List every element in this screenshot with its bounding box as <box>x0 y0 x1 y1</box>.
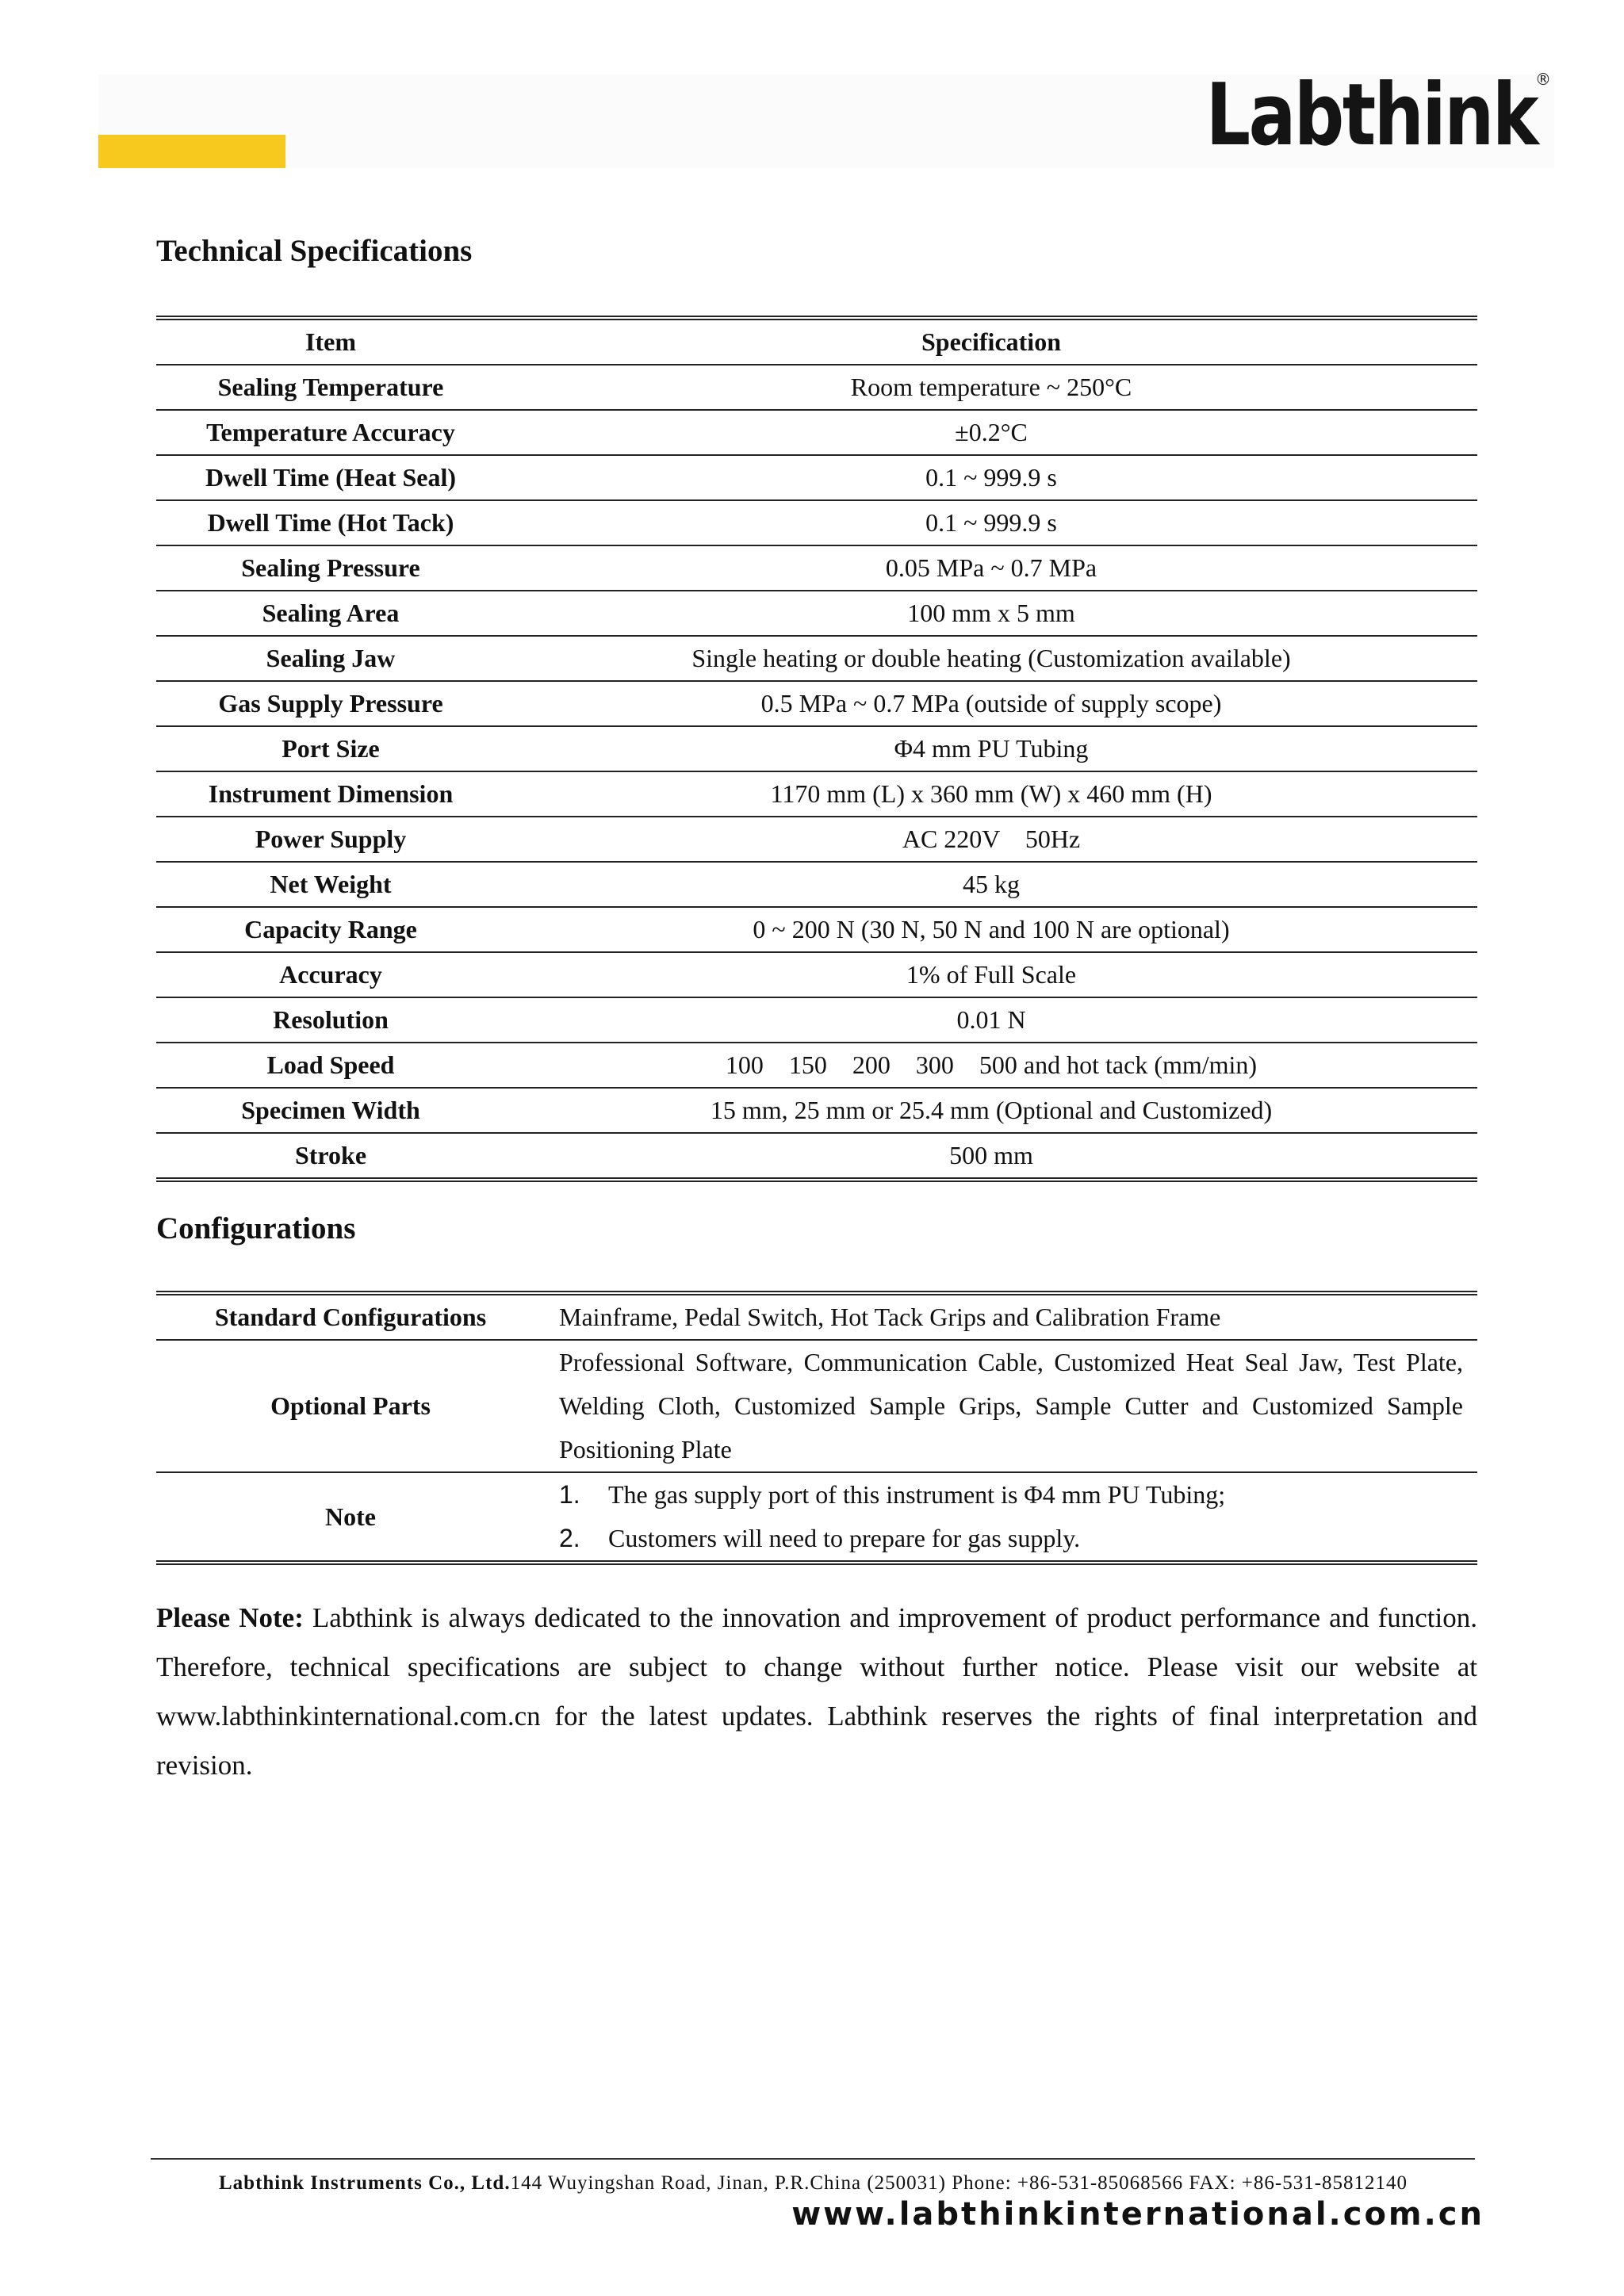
table-row <box>156 1340 1477 1472</box>
labthink-logo: Labthink <box>1205 66 1537 165</box>
spec-item-cell: Specimen Width <box>156 1088 505 1133</box>
note-item <box>559 1473 1463 1517</box>
footer-divider <box>151 2158 1475 2160</box>
spec-item-cell: Net Weight <box>156 862 505 907</box>
table-row <box>156 997 1477 1043</box>
table-row <box>156 500 1477 545</box>
spec-item-cell: Temperature Accuracy <box>156 410 505 455</box>
table-row <box>156 1133 1477 1180</box>
table-row <box>156 771 1477 817</box>
table-row <box>156 1043 1477 1088</box>
footer-contact <box>219 2172 1408 2195</box>
note-text: Customers will need to prepare for gas supply. <box>608 1524 1081 1552</box>
note-item <box>559 1517 1463 1560</box>
optional-parts-label: Optional Parts <box>156 1340 545 1472</box>
spec-value-cell: 100 150 200 300 500 and hot tack (mm/min) <box>505 1043 1477 1088</box>
spec-value-cell: Room temperature ~ 250°C <box>505 365 1477 410</box>
tech-specs-title: Technical Specifications <box>156 234 473 268</box>
table-row <box>156 862 1477 907</box>
spec-item-cell: Accuracy <box>156 952 505 997</box>
table-row <box>156 817 1477 862</box>
spec-value-cell: 1170 mm (L) x 360 mm (W) x 460 mm (H) <box>505 771 1477 817</box>
spec-value-cell: 45 kg <box>505 862 1477 907</box>
configurations-table <box>156 1291 1477 1565</box>
footer-company: Labthink Instruments Co., Ltd. <box>219 2172 511 2194</box>
spec-value-cell: Single heating or double heating (Customization available) <box>505 636 1477 681</box>
table-row <box>156 591 1477 636</box>
spec-item-cell: Capacity Range <box>156 907 505 952</box>
standard-config-value: Mainframe, Pedal Switch, Hot Tack Grips and Calibration Frame <box>545 1293 1477 1340</box>
tech-specs-table <box>156 316 1477 1182</box>
spec-item-cell: Sealing Jaw <box>156 636 505 681</box>
spec-value-cell: 500 mm <box>949 1141 1033 1169</box>
table-row <box>156 1293 1477 1340</box>
footer-website: www.labthinkinternational.com.cn <box>791 2196 1484 2233</box>
please-note-label: Please Note: <box>156 1602 304 1633</box>
column-header-item: Item <box>156 318 505 365</box>
spec-item-cell: Power Supply <box>156 817 505 862</box>
spec-value-cell: 15 mm, 25 mm or 25.4 mm (Optional and Customized) <box>505 1088 1477 1133</box>
table-row <box>156 455 1477 500</box>
spec-item-cell: Port Size <box>156 726 505 771</box>
optional-parts-value: Professional Software, Communication Cable, Customized Heat Seal Jaw, Test Plate, Welding Cloth, Customized Sample Grips, Sample Cutter and Customized Sample Positioning Plate <box>545 1340 1477 1472</box>
spec-item-cell: Sealing Temperature <box>156 365 505 410</box>
table-row <box>156 365 1477 410</box>
spec-value-cell: ±0.2°C <box>505 410 1477 455</box>
registered-mark: ® <box>1535 70 1551 89</box>
spec-item-cell: Dwell Time (Hot Tack) <box>156 500 505 545</box>
note-number: 2. <box>559 1524 580 1552</box>
spec-item-cell: Load Speed <box>156 1043 505 1088</box>
spec-item-cell: Gas Supply Pressure <box>156 681 505 726</box>
spec-item-cell: Instrument Dimension <box>156 771 505 817</box>
spec-value-cell: AC 220V 50Hz <box>505 817 1477 862</box>
note-list <box>545 1472 1477 1563</box>
table-row <box>156 726 1477 771</box>
table-row <box>156 1088 1477 1133</box>
spec-item-cell: Dwell Time (Heat Seal) <box>156 455 505 500</box>
spec-item-cell: Resolution <box>156 997 505 1043</box>
standard-config-label: Standard Configurations <box>156 1293 545 1340</box>
spec-item-cell: Sealing Area <box>156 591 505 636</box>
column-header-specification: Specification <box>505 318 1477 365</box>
table-row <box>156 1472 1477 1563</box>
spec-item-cell: Stroke <box>294 1141 367 1169</box>
footer-address: 144 Wuyingshan Road, Jinan, P.R.China (250031) Phone: +86-531-85068566 FAX: +86-531-85812140 <box>510 2172 1408 2194</box>
note-text: The gas supply port of this instrument is Φ4 mm PU Tubing; <box>608 1480 1226 1509</box>
note-number: 1. <box>559 1480 580 1509</box>
note-label: Note <box>325 1502 376 1531</box>
configurations-title: Configurations <box>156 1211 356 1246</box>
spec-value-cell: 0.05 MPa ~ 0.7 MPa <box>505 545 1477 591</box>
spec-value-cell: 0.1 ~ 999.9 s <box>505 500 1477 545</box>
spec-value-cell: 0.1 ~ 999.9 s <box>505 455 1477 500</box>
table-row <box>156 410 1477 455</box>
accent-bar <box>98 135 285 168</box>
table-row <box>156 907 1477 952</box>
spec-value-cell: 1% of Full Scale <box>505 952 1477 997</box>
table-row <box>156 681 1477 726</box>
table-row <box>156 545 1477 591</box>
spec-item-cell: Sealing Pressure <box>156 545 505 591</box>
table-row <box>156 952 1477 997</box>
spec-value-cell: Φ4 mm PU Tubing <box>505 726 1477 771</box>
please-note-paragraph <box>156 1594 1477 1790</box>
spec-value-cell: 0.01 N <box>505 997 1477 1043</box>
spec-value-cell: 0.5 MPa ~ 0.7 MPa (outside of supply scope) <box>505 681 1477 726</box>
spec-value-cell: 100 mm x 5 mm <box>505 591 1477 636</box>
please-note-text: Labthink is always dedicated to the innovation and improvement of product performance and function. Therefore, technical specifications are subject to change without further notice. Please visit our website at www.labthinkinternational.com.cn for the latest updates. Labthink reserves the rights of final interpretation and revision. <box>156 1602 1478 1781</box>
table-header-row <box>156 318 1477 365</box>
table-row <box>156 636 1477 681</box>
spec-value-cell: 0 ~ 200 N (30 N, 50 N and 100 N are optional) <box>505 907 1477 952</box>
